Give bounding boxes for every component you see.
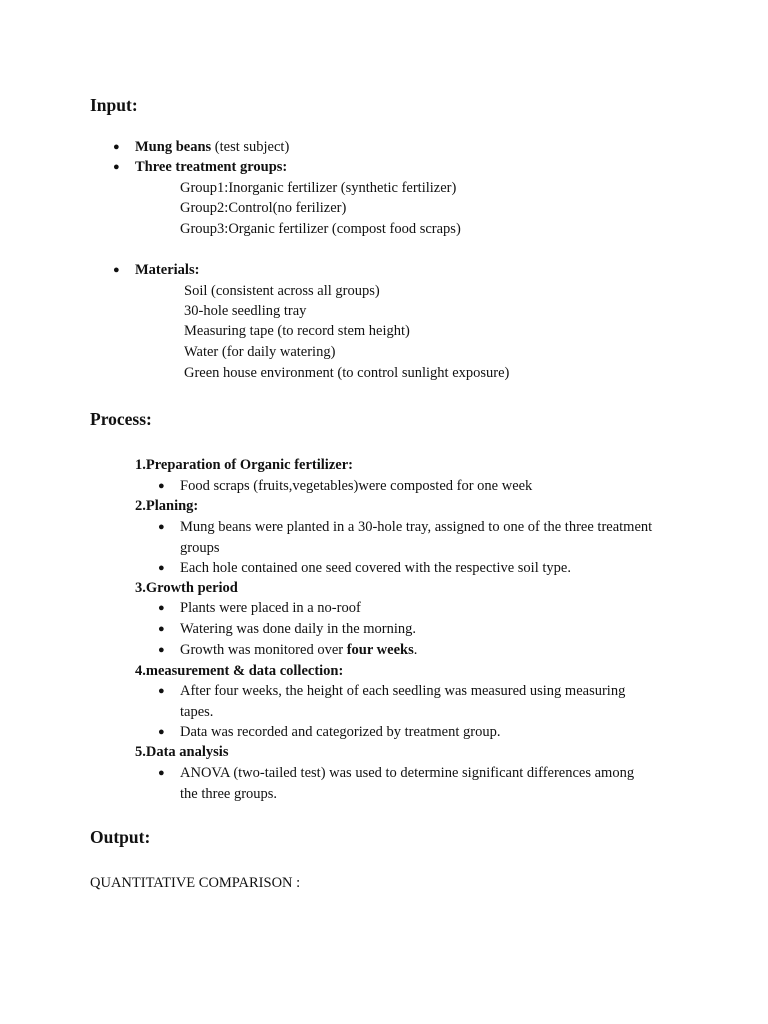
step-3-bullet-1: Plants were placed in a no-roof [180, 600, 361, 616]
step-1-title: 1.Preparation of Organic fertilizer: [135, 457, 353, 473]
step-2-title: 2.Planing: [135, 498, 199, 514]
bullet-icon: ● [158, 644, 165, 656]
bullet-icon: ● [158, 726, 165, 738]
step-2-bullet-2: Each hole contained one seed covered with the respective soil type. [180, 560, 571, 576]
material-item: Soil (consistent across all groups) [184, 283, 380, 299]
bullet-icon: ● [158, 480, 165, 492]
step-4-bullet-1-line-1: After four weeks, the height of each seedling was measured using measuring [180, 683, 626, 699]
step-3-bullet-2: Watering was done daily in the morning. [180, 621, 417, 637]
bullet-icon: ● [113, 141, 120, 153]
group-item-2: Group2:Control(no ferilizer) [180, 200, 347, 216]
step-4-bullet-2: Data was recorded and categorized by treatment group. [180, 724, 501, 740]
bullet-icon: ● [158, 685, 165, 697]
input-item-treatment-groups: Three treatment groups: [135, 159, 288, 175]
step-1-bullet: Food scraps (fruits,vegetables)were composted for one week [180, 478, 533, 494]
material-item: 30-hole seedling tray [184, 303, 307, 319]
bullet-icon: ● [158, 623, 165, 635]
materials-label: Materials: [135, 262, 200, 278]
bullet-icon: ● [158, 767, 165, 779]
step-5-title: 5.Data analysis [135, 744, 229, 760]
quantitative-comparison-label: QUANTITATIVE COMPARISON : [90, 875, 301, 891]
input-heading: Input: [90, 95, 138, 115]
bullet-icon: ● [158, 562, 165, 574]
step-3-bullet-3: Growth was monitored over four weeks. [180, 642, 418, 658]
output-heading: Output: [90, 827, 151, 847]
step-2-bullet-1-line-2: groups [180, 540, 220, 556]
step-4-title: 4.measurement & data collection: [135, 663, 344, 679]
bullet-icon: ● [158, 521, 165, 533]
process-heading: Process: [90, 409, 152, 429]
step-5-bullet-1-line-2: the three groups. [180, 786, 278, 802]
input-item-mung-beans: Mung beans (test subject) [135, 139, 290, 155]
material-item: Water (for daily watering) [184, 344, 336, 360]
step-2-bullet-1-line-1: Mung beans were planted in a 30-hole tray, assigned to one of the three treatment [180, 519, 653, 535]
bullet-icon: ● [113, 264, 120, 276]
bullet-icon: ● [158, 602, 165, 614]
material-item: Measuring tape (to record stem height) [184, 323, 410, 339]
step-4-bullet-1-line-2: tapes. [180, 704, 214, 720]
group-item-3: Group3:Organic fertilizer (compost food scraps) [180, 221, 461, 237]
group-item-1: Group1:Inorganic fertilizer (synthetic fertilizer) [180, 180, 457, 196]
material-item: Green house environment (to control sunlight exposure) [184, 365, 510, 381]
bullet-icon: ● [113, 161, 120, 173]
step-5-bullet-1-line-1: ANOVA (two-tailed test) was used to determine significant differences among [180, 765, 635, 781]
step-3-title: 3.Growth period [135, 580, 238, 596]
